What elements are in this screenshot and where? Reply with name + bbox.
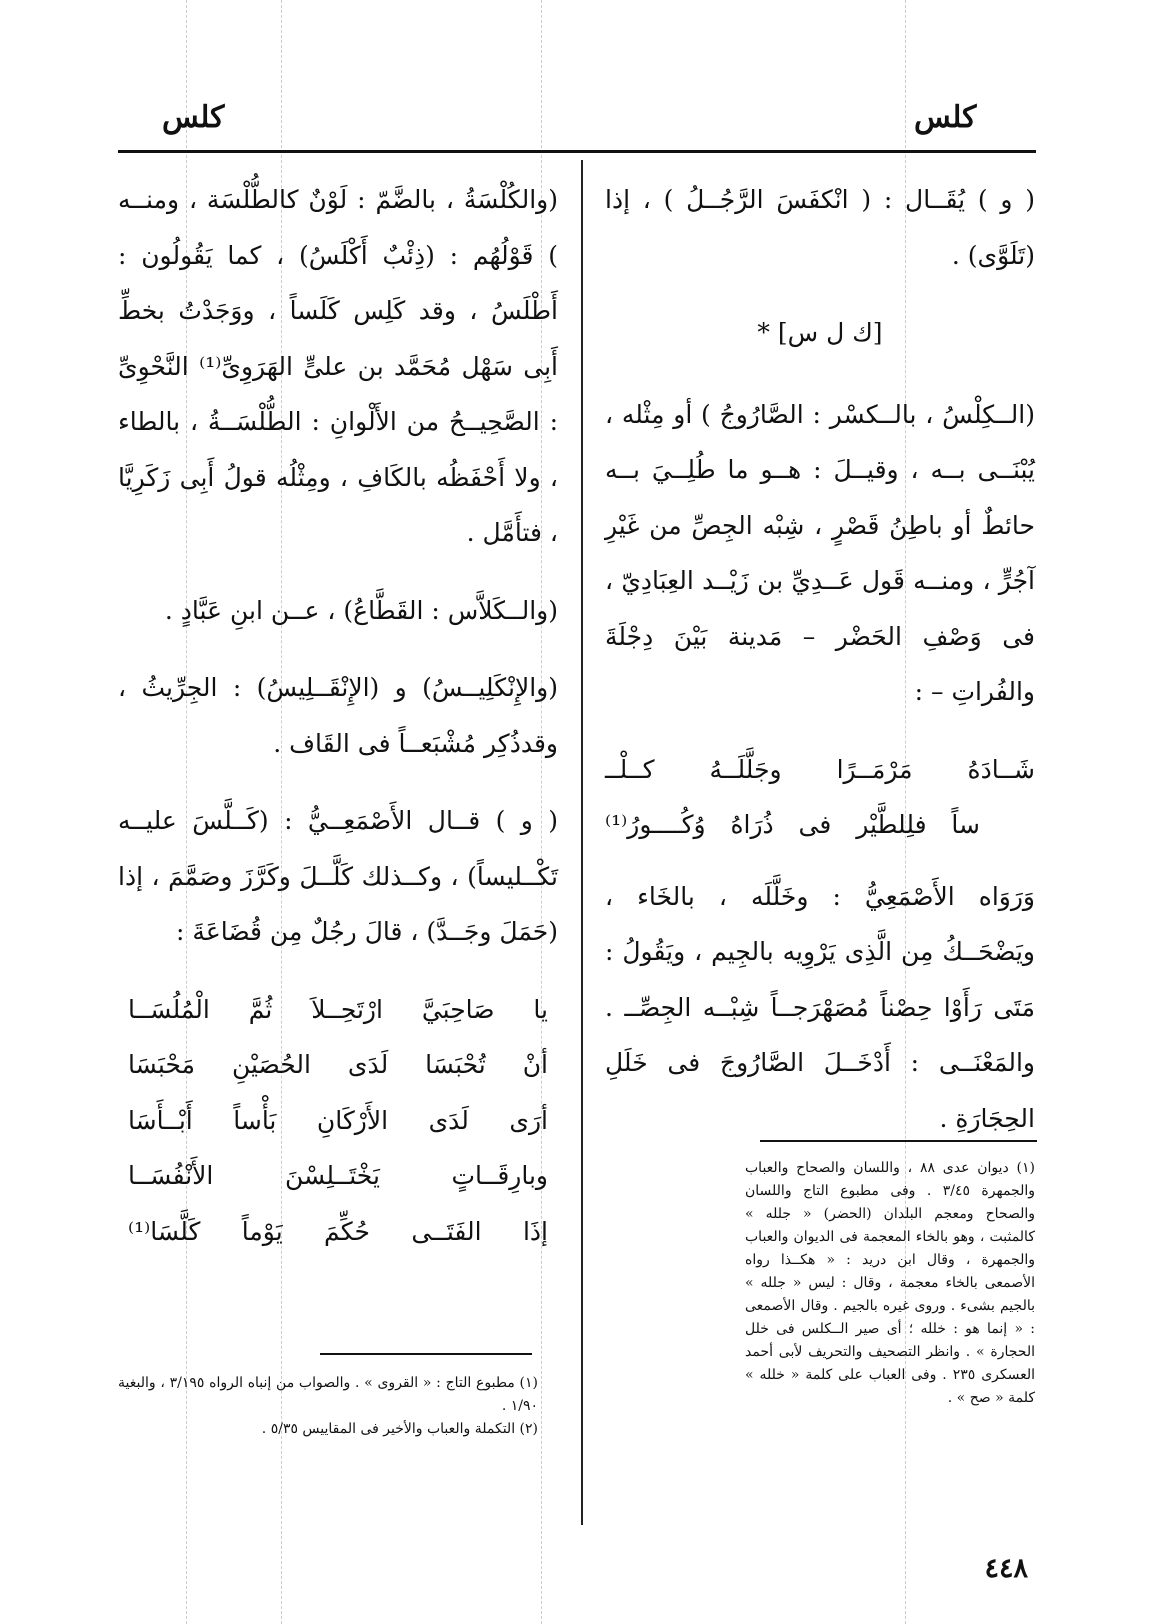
- footnote-rule-right: [760, 1140, 1037, 1142]
- page-number: ٤٤٨: [984, 1553, 1028, 1584]
- footnotes-left: [118, 1372, 538, 1441]
- column-divider: [581, 160, 583, 1525]
- footnote: (٢) التكملة والعباب والأخير فى المقاييس ٥/٣٥ .: [261, 1421, 538, 1437]
- entry-kulsa: (والكُلْسَةُ ، بالضَّمّ : لَوْنٌ كالطُّلْسَة ، ومنــه ) قَوْلُهُم : (ذِئْبٌ أَكْلَسُ) ، كما يَقُولُون : أَطْلَسُ ، وقد كَلِس كَلَساً ، ووَجَدْتُ بخطِّ أَبِى سَهْل مُحَمَّد بن علىٍّ الهَرَوِىِّ⁽¹⁾ النَّحْوِىِّ : الصَّحِيــحُ من الأَلْوانِ : الطُّلْسَــةُ ، بالطاء ، ولا أَحْفَظُه بالكَافِ ، ومِثْلُه قولُ أَبِى زَكَرِيَّا ، فتأَمَّل .: [118, 185, 558, 547]
- running-header-left: كلس: [162, 100, 225, 135]
- entry-kils: (الــكِلْسُ ، بالــكسْر : الصَّارُوجُ ) أو مِثْله ، يُبْنَــى بــه ، وقيــلَ : هــو ما طُلِــيَ بــه حائطٌ أو باطِنُ قَصْرٍ ، شِبْه الجِصِّ من غَيْرِ آجُرٍّ ، ومنــه قَول عَــدِيِّ بن زَيْــد العِبَادِيّ ، فى وَصْفِ الحَضْر – مَدينة بَيْنَ دِجْلَةَ والفُراتِ – :: [605, 399, 1035, 706]
- verse-line: ساً فلِلطَّيْر فى ذُرَاهُ وُكُــــورُ⁽¹⁾: [605, 810, 980, 839]
- entry-asmai-riwaya: وَرَوَاه الأَصْمَعِيُّ : وخَلَّلَه ، بالخَاء ، ويَضْحَــكُ مِن الَّذِى يَرْوِيه بالجِيم ، ويَقُولُ : مَتَى رَأَوْا حِصْناً مُصَهْرَجــاً شِبْــه الجِصِّــ . والمَعْنَــى : أَدْخَــلَ الصَّارُوجَ فى خَلَلِ الحِجَارَةِ .: [605, 881, 1035, 1133]
- footnotes-right: [745, 1157, 1035, 1410]
- root-heading-klis: [ك ل س] *: [757, 318, 883, 347]
- verse-line: شَــادَهُ مَرْمَــرًا وجَلَّلَــهُ كــلْــ: [605, 754, 1035, 784]
- verse-line: أرَى لَدَى الأَرْكَانِ بَأْساً أَبْــأَسَا: [128, 1105, 548, 1135]
- footnote: (١) ديوان عدى ٨٨ ، واللسان والصحاح والعباب والجمهرة ٣/٤٥ . وفى مطبوع التاج واللسان والصحاح ومعجم البلدان (الحضر) « جلله » كالمثبت ، وهو بالخاء المعجمة فى الديوان والعباب والجمهرة ، وقال ابن دريد : « هكــذا رواه الأصمعى بالخاء معجمة ، وقال : ليس « جلله » بالجيم بشىء . وروى غيره بالجيم . وقال الأصمعى : « إنما هو : خلله ؛ أى صير الــكلس فى خلل الحجارة » . وانظر التصحيف والتحريف لأبى أحمد العسكرى ٢٣٥ . وفى العباب على كلمة « خلله » كلمة « صح » .: [745, 1160, 1036, 1406]
- entry-inkafas: ( و ) يُقَــال : ( انْكفَسَ الرَّجُــلُ ) ، إذا (تَلَوَّى) .: [605, 185, 1035, 270]
- verse-line: يا صَاحِبَيَّ ارْتَحِــلاَ ثُمَّ الْمُلُسَــا: [128, 994, 548, 1024]
- verse-line: إذَا الفَتَــى حُكِّمَ يَوْماً كَلَّسَا⁽¹⁾: [128, 1216, 548, 1246]
- verse-adi: [605, 742, 1035, 853]
- running-header-right: كلس: [914, 100, 977, 135]
- footnote: (١) مطبوع التاج : « القروى » . والصواب من إنباه الرواه ٣/١٩٥ ، والبغية ١/٩٠ .: [118, 1375, 538, 1414]
- entry-kallas: (والــكَلاَّس : القَطَّاعُ) ، عــن ابنِ عَبَّادٍ .: [164, 595, 558, 625]
- verse-line: وبارِقَــاتٍ يَخْتَــلِسْنَ الأَنْفُسَــا: [128, 1161, 548, 1190]
- verse-line: أنْ تُحْبَسَا لَدَى الحُصَيْنِ مَحْبَسَا: [128, 1050, 548, 1079]
- verse-qudaa: [118, 982, 558, 1260]
- footnote-rule-left: [320, 1353, 532, 1355]
- left-column: [118, 172, 558, 1259]
- header-rule: [118, 150, 1036, 153]
- entry-inkilis: (والإِنْكَلِيــسُ) و (الإِنْقَــلِيسُ) : الجِرِّيثُ ، وقدذُكِر مُشْبَعــاً فى القَاف .: [118, 673, 558, 758]
- right-column: [605, 172, 1035, 1168]
- entry-kallasa: ( و ) قــال الأَصْمَعِــيُّ : (كَــلَّسَ عليــه تَكْــليساً) ، وكــذلك كَلَّــلَ وكَرَّزَ وصَمَّمَ ، إذا (حَمَلَ وجَــدَّ) ، قالَ رجُلٌ مِن قُضَاعَةَ :: [118, 806, 558, 946]
